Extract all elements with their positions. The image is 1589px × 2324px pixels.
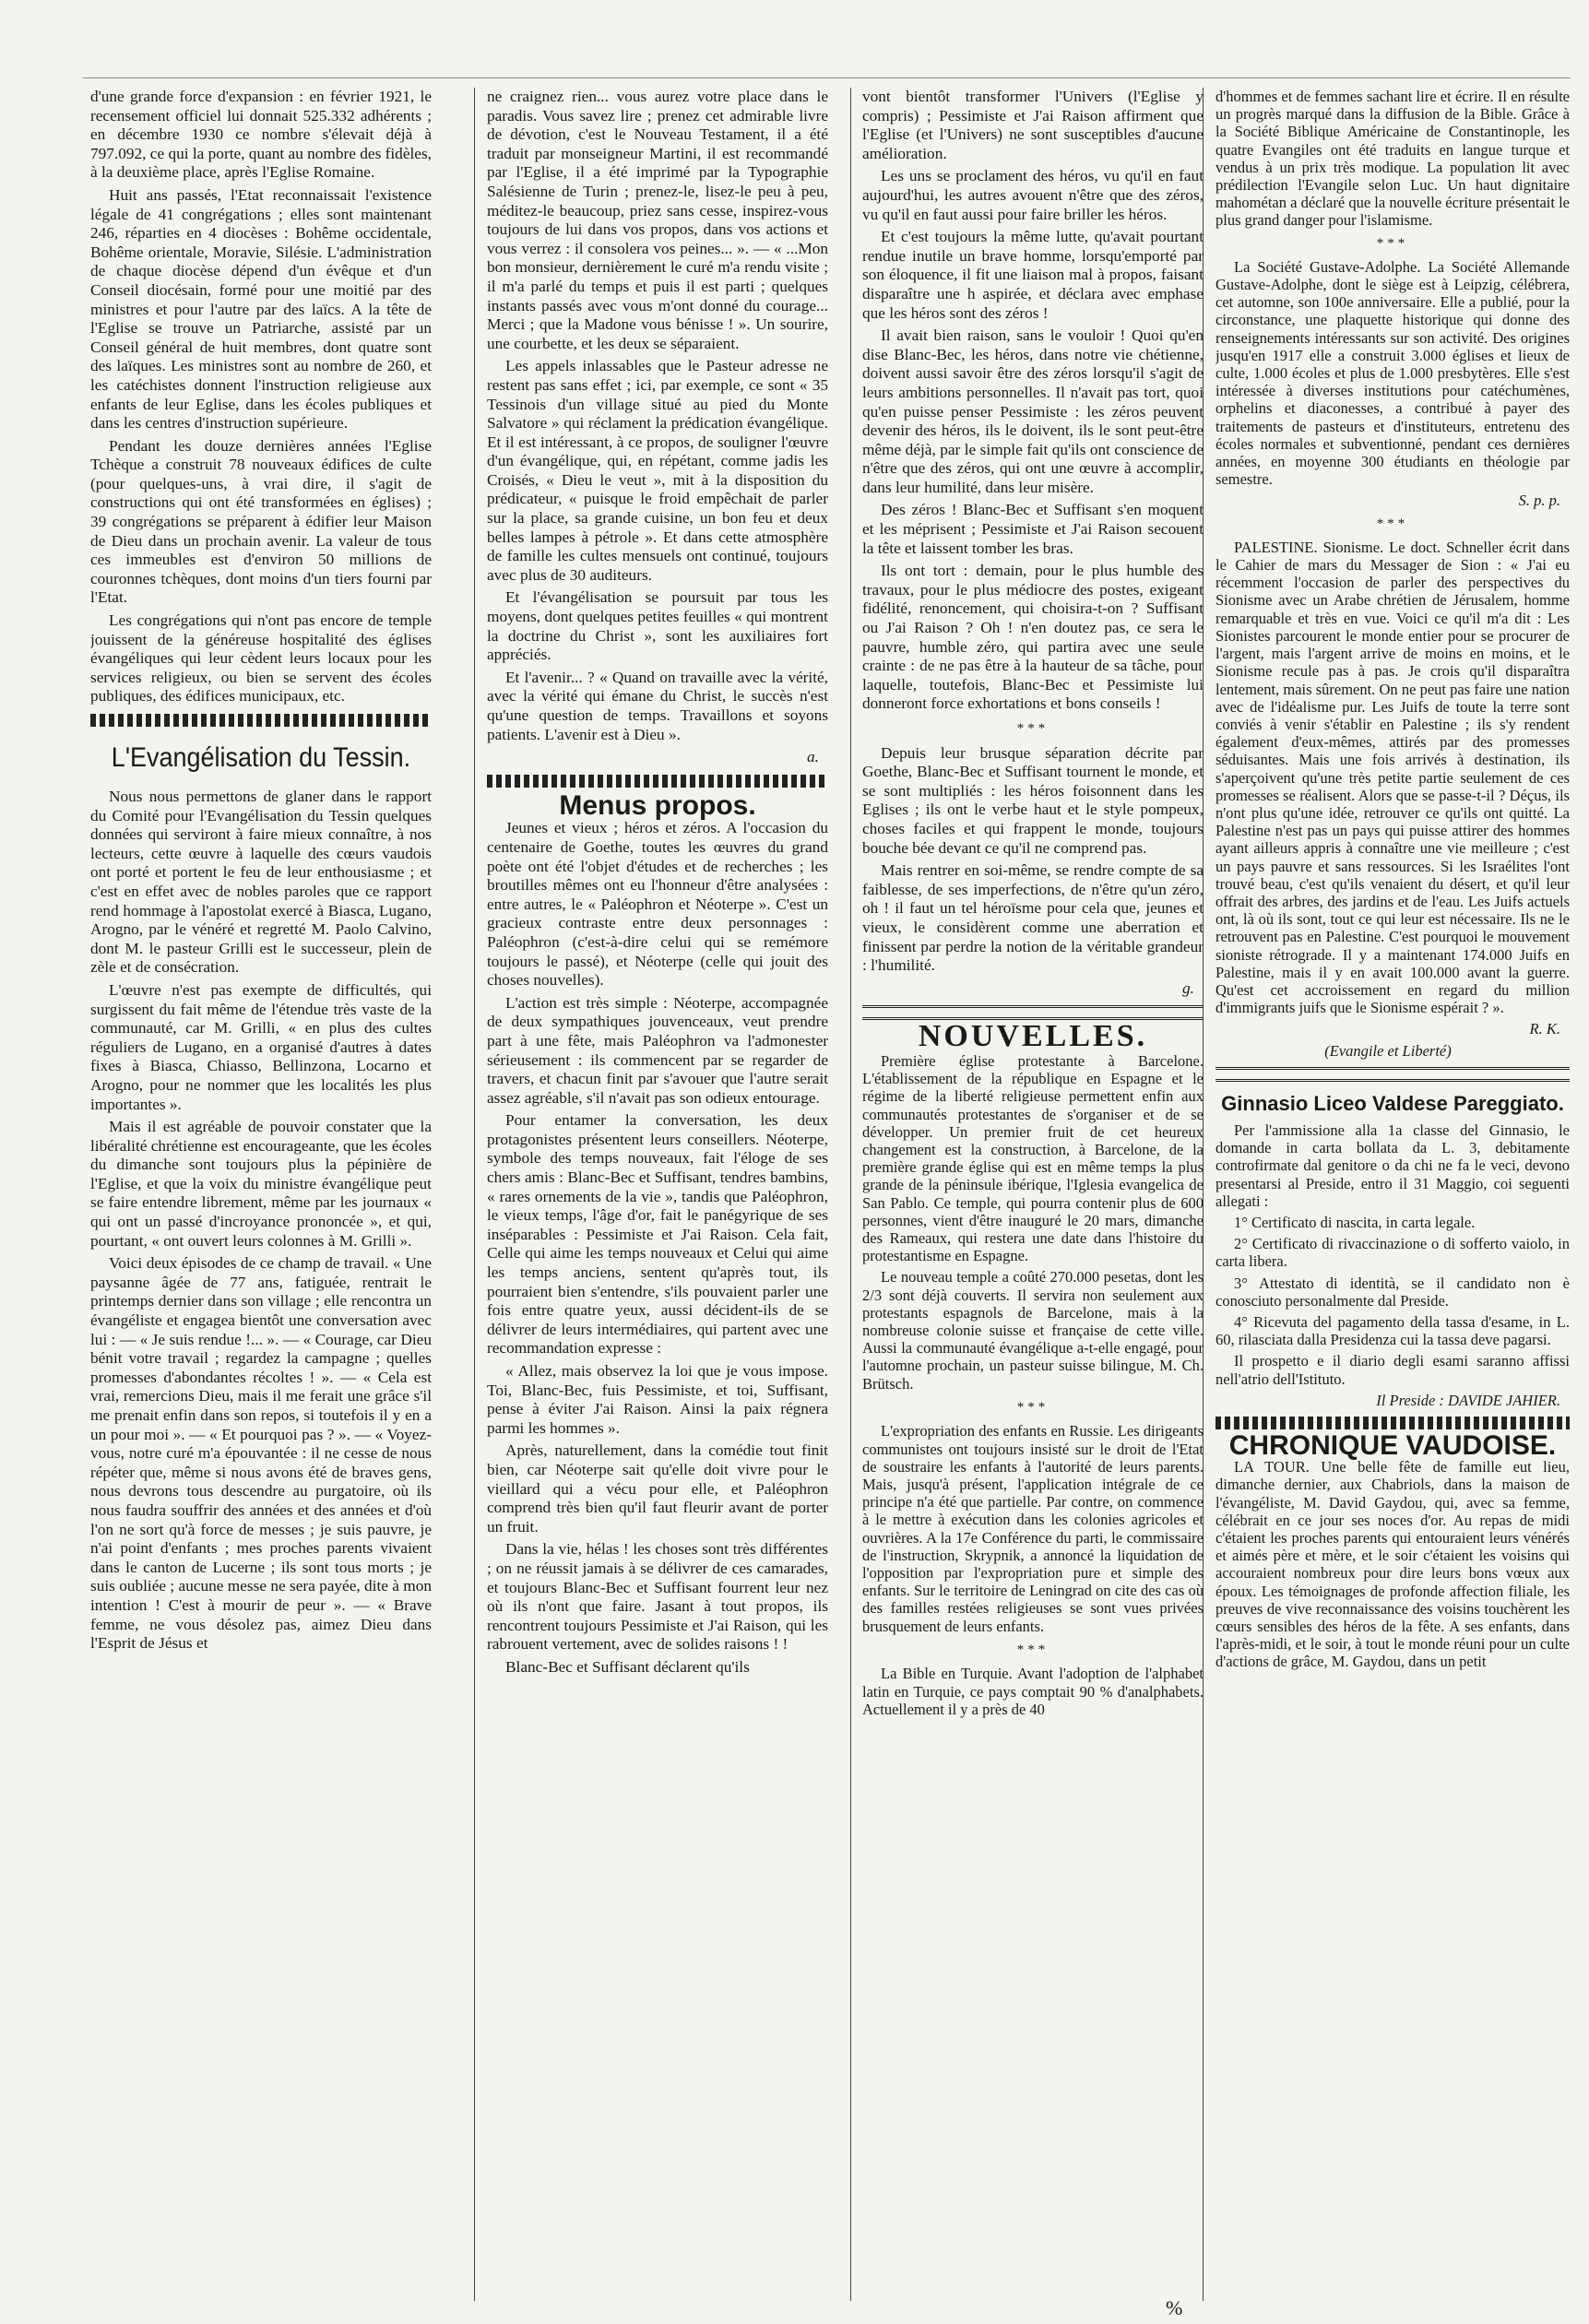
percent-sign: % xyxy=(1166,2296,1183,2319)
column-1 xyxy=(90,88,432,2301)
top-rule xyxy=(83,77,1571,78)
paragraph: L'action est très simple : Néoterpe, accompagnée de deux sympathiques jouvenceaux, veut prendre part à une fête, mais Paléophron va l'admonester sérieusement : ils commencent par se regarder de travers, et chacun finit par s'avouer que l'autre serait assez agréable, s'il n'avait pas son odieux entourage. xyxy=(487,993,828,1107)
column-2 xyxy=(487,88,828,2301)
list-item: 2° Certificato di rivaccinazione o di sofferto vaiolo, in carta libera. xyxy=(1215,1235,1570,1271)
ornament-divider xyxy=(90,714,432,727)
paragraph: « Allez, mais observez la loi que je vous impose. Toi, Blanc-Bec, fuis Pessimiste, et toi, Suffisant, pense à éviter J'ai Raison. Ainsi la paix régnera parmi les hommes ». xyxy=(487,1362,828,1437)
paragraph: Première église protestante à Barcelone. L'établissement de la république en Espagne et le régime de la liberté religieuse permettent enfin aux communautés protestantes de s'organiser et de se développer. Un premier fruit de cet heureux changement est la construction, à Barcelone, de la première grande église qui est en même temps la plus grande de la péninsule ibérique, l'Iglesia evangelica de San Pablo. Ce temple, qui pourra contenir plus de 600 personnes, vient d'être inauguré le 20 mars, dimanche des Rameaux, qui restera une date dans l'histoire du protestantisme en Espagne. xyxy=(862,1051,1204,1265)
list-item: 4° Ricevuta del pagamento della tassa d'esame, in L. 60, rilasciata dalla Presidenza cui la tassa deve pagarsi. xyxy=(1215,1313,1570,1349)
paragraph: Mais il est agréable de pouvoir constater que la libéralité chrétienne est encourageante, que les écoles du dimanche sont toujours plus la pépinière de l'Eglise, et que la voix du ministre évangélique peut se faire entendre librement, même par les journaux « qui ont un passé d'incroyance prononcée », et qui, pourtant, « ont ouvert leurs colonnes à M. Grilli ». xyxy=(90,1118,432,1250)
source-credit: (Evangile et Liberté) xyxy=(1324,1041,1452,1060)
signature: a. xyxy=(807,748,819,766)
column-3 xyxy=(862,88,1204,2301)
paragraph: Les uns se proclament des héros, vu qu'il en faut aujourd'hui, les autres avouent n'être que des zéros, vu qu'il en faut aussi pour faire briller les héros. xyxy=(862,167,1204,223)
section-stars: *** xyxy=(1016,721,1049,736)
paragraph: d'hommes et de femmes sachant lire et écrire. Il en résulte un progrès marqué dans la diffusion de la Bible. Grâce à la Société Biblique Américaine de Constantinople, les quatre Evangiles ont été traduits en langue turque et vendus à un prix très modique. La population lit avec prédilection l'Evangile selon Luc. Un haut dignitaire mahométan a déclaré que la nouvelle écriture présentait le plus grand danger pour l'islamisme. xyxy=(1215,88,1570,230)
paragraph: Les congrégations qui n'ont pas encore de temple jouissent de la généreuse hospitalité des églises évangéliques qui leur cèdent leurs locaux pour les services religieux, ou bien se servent des écoles publiques, des édifices municipaux, etc. xyxy=(90,611,432,706)
column-divider xyxy=(850,88,851,2301)
paragraph: Dans la vie, hélas ! les choses sont très différentes ; on ne réussit jamais à se délivrer de ces camarades, et toujours Blanc-Bec et Suffisant fourrent leur nez où ils n'ont que faire. Jasant à tout propos, ils rencontrent toujours Pessimiste et J'ai Raison, qui les rabrouent vertement, avec de solides raisons ! ! xyxy=(487,1540,828,1654)
paragraph: Pendant les douze dernières années l'Eglise Tchèque a construit 78 nouveaux édifices de culte (pour quelques-uns, à vrai dire, il s'agit de constructions qui ont été transformées en églises) ; 39 congrégations se préparent à édifier leur Maison de Dieu dans un prochain avenir. La valeur de tous ces immeubles est d'environ 50 millions de couronnes tchèques, dont moins d'un tiers fourni par l'Etat. xyxy=(90,436,432,607)
paragraph: Les appels inlassables que le Pasteur adresse ne restent pas sans effet ; ici, par exemple, ce sont « 35 Tessinois d'un village situé au pied du Monte Salvatore » qui réclament la prédication évangélique. Et il est intéressant, à ce propos, de souligner l'œuvre d'un évangélique, qui, en répétant, comme jadis les Croisés, « Dieu le veut », mit à la disposition du prédicateur, « puisque le froid empêchait de parler sur la place, sa grande cuisine, un bon feu et deux belles lampes à pétrole ». Et dans cette atmosphère de famille les cultes mensuels ont continué, toujours avec plus de 30 auditeurs. xyxy=(487,357,828,584)
paragraph: d'une grande force d'expansion : en février 1921, le recensement officiel lui donnait 525.332 adhérents ; en décembre 1930 ce nombre s'élevait déjà à 797.092, ce qui la porte, quant au nombre des fidèles, à la deuxième place, après l'Eglise Romaine. xyxy=(90,88,432,182)
paragraph: PALESTINE. Sionisme. Le doct. Schneller écrit dans le Cahier de mars du Messager de Sion : « J'ai eu récemment l'occasion de parler des perspectives du Sionisme avec un Arabe chrétien de Jérusalem, homme remarquable et très en vue. Voici ce qu'il m'a dit : Les Sionistes parcourent le monde entier pour se procurer de l'argent, mais l'argent arrive de moins en moins, et le Sionisme recule pas à pas. Je crois qu'il disparaîtra lentement, mais sûrement. On ne peut pas faire une nation avec de l'idéalisme pur. Les Juifs de toute la terre sont conviés à venir s'établir en Palestine ; ils s'y rendent également d'eux-mêmes, attirés par des promesses séduisantes. Mais une fois arrivés à destination, ils s'aperçoivent qu'une très petite partie seulement de ces promesses se réalisent. Alors que se passe-t-il ? Déçus, ils n'ont plus qu'une idée, retrouver ce qu'ils ont quitté. La Palestine n'est pas un pays qui puisse attirer des hommes ayant ailleurs appris à connaître une vie meilleure ; c'est un pays pauvre et sans ressources. Si les Israélites l'ont trouvé beau, c'est qu'ils venaient du désert, et qu'il leur offrait des arbres, des jardins et de l'eau. Les Juifs actuels ont, là où ils sont, tout ce qui leur est nécessaire. Ils ne le retrouvent pas en Palestine. C'est pourquoi le mouvement sioniste rétrograde. Il y a maintenant 174.000 Juifs en Palestine, mais il y en avait 100.000 avant la guerre. Qu'est cet accroissement en regard du million d'immigrants juifs que le Sionisme espérait ? ». xyxy=(1215,538,1570,1017)
paragraph: La Bible en Turquie. Avant l'adoption de l'alphabet latin en Turquie, ce pays comptait 90 % d'analphabets. Actuellement il y a près de 40 xyxy=(862,1665,1204,1718)
paragraph: Blanc-Bec et Suffisant déclarent qu'ils xyxy=(505,1657,750,1676)
paragraph: Depuis leur brusque séparation décrite par Goethe, Blanc-Bec et Suffisant tournent le monde, et se sont multipliés : les héros foisonnent dans les Eglises ; ils ont le verbe haut et le style pompeux, choses faciles et qui frappent le monde, toujours bouche bée devant ce qu'il ne comprend pas. xyxy=(862,743,1204,857)
paragraph: Et l'évangélisation se poursuit par tous les moyens, dont quelques petites feuilles « qui montrent la doctrine du Christ », sont les auxiliaires fort appréciés. xyxy=(487,588,828,664)
section-stars: *** xyxy=(1016,1399,1049,1415)
paragraph: Per l'ammissione alla 1a classe del Ginnasio, le domande in carta bollata da L. 3, debitamente controfirmate dal genitore o da chi ne fa le veci, devono presentarsi al Preside, entro il 31 Maggio, coi seguenti allegati : xyxy=(1215,1120,1570,1210)
paragraph: Et c'est toujours la même lutte, qu'avait pourtant rendue inutile un brave homme, lorsqu'emporté par son éloquence, il fit une liaison mal à propos, faisant disparaître une h aspirée, et déclara avec emphase que les héros sont des zéros ! xyxy=(862,228,1204,322)
paragraph: Le nouveau temple a coûté 270.000 pesetas, dont les 2/3 sont déjà couverts. Il servira non seulement aux protestants espagnols de Barcelone, mais à la nombreuse colonie suisse et française de cette ville. Aussi la communauté évangélique a-t-elle engagé, pour l'automne prochain, un pasteur suisse bilingue, M. Ch. Brütsch. xyxy=(862,1268,1204,1393)
list-item: 3° Attestato di identità, se il candidato non è conosciuto personalmente dal Preside. xyxy=(1215,1274,1570,1310)
paragraph: vont bientôt transformer l'Univers (l'Eglise y compris) ; Pessimiste et J'ai Raison affirment que l'Eglise (et l'Univers) ne sont susceptibles d'aucune amélioration. xyxy=(862,88,1204,162)
paragraph: Il avait bien raison, sans le vouloir ! Quoi qu'en dise Blanc-Bec, les héros, dans notre vie chétienne, doivent aussi savoir être des zéros lorsqu'il s'agit de leurs ambitions personnelles. Il n'avait pas tort, quoi qu'en puisse penser Pessimiste : les zéros peuvent devenir des héros, ils le doivent, ils le sont peut-être même déjà, par le simple fait qu'ils ont conscience de n'être que des zéros, qui ont une œuvre à accomplir, dans leur humilité, dans leur misère. xyxy=(862,326,1204,496)
paragraph: Huit ans passés, l'Etat reconnaissait l'existence légale de 41 congrégations ; elles sont maintenant 246, réparties en 4 diocèses : Bohême occidentale, Bohême orientale, Moravie, Silésie. L'administration de chaque diocèse dépend d'un évêque et d'un Conseil diocésain, formé pour une moitié par des ministres et pour l'autre par des laïcs. A la tête de l'Eglise se trouve un Patriarche, assisté par un Conseil général de huit membres, dont quatre sont des laïques. Les ministres sont au nombre de 260, et les catéchistes donnent l'instruction religieuse aux enfants de leur Eglise, dans les écoles publiques et dans les centres d'instruction supérieure. xyxy=(90,185,432,433)
paragraph: L'expropriation des enfants en Russie. Les dirigeants communistes ont toujours insisté sur le droit de l'Etat de soustraire les enfants à l'autorité de leurs parents. Mais, jusqu'à présent, l'application intégrale de ce principe n'a été que partielle. Par contre, on commence à le mettre à exécution dans les colonies agricoles et ouvrières. A la 17e Conférence du parti, le commissaire de l'instruction, Skrypnik, a annoncé la liquidation de l'opposition par l'expropriation pure et simple des enfants. Sur le territoire de Leningrad on cite des cas où des familles restées religieuses se sont vues privées brusquement de leurs enfants. xyxy=(862,1422,1204,1635)
ornament-divider xyxy=(1215,1067,1570,1082)
article-heading: Ginnasio Liceo Valdese Pareggiato. xyxy=(1221,1091,1564,1115)
paragraph: Nous nous permettons de glaner dans le rapport du Comité pour l'Evangélisation du Tessin quelques données qui serviront à faire mieux connaître, à nos lecteurs, cette œuvre à laquelle des cœurs vaudois ont porté et portent le feu de leur enthousiasme ; et c'est en effet avec de nobles paroles que ce rapport rend hommage à l'apostolat exercé à Biasca, Lugano, Arogno, par le vénéré et regretté M. Paolo Calvino, dont M. le pasteur Grilli est le successeur, plein de zèle et de consécration. xyxy=(90,788,432,977)
ornament-divider xyxy=(487,775,828,788)
column-4 xyxy=(1215,88,1570,2301)
paragraph: Jeunes et vieux ; héros et zéros. A l'occasion du centenaire de Goethe, toutes les œuvres du grand poète ont été l'objet d'études et de recherches ; les broutilles mêmes ont eu l'honneur d'être analysées : entre autres, le « Paléophron et Néoterpe ». C'est un gracieux contraste entre deux personnages : Paléophron (c'est-à-dire celui qui se remémore toujours le passé), et Néoterpe (celle qui jouit des choses nouvelles). xyxy=(487,819,828,990)
signature: R. K. xyxy=(1529,1020,1560,1038)
section-stars: *** xyxy=(1376,235,1409,251)
paragraph: Mais rentrer en soi-même, se rendre compte de sa faiblesse, de ses imperfections, de n'être qu'un zéro, oh ! il faut un tel héroïsme pour cela que, jeunes et vieux, le considèrent comme une aberration et finissent par perdre la notion de la véritable grandeur : l'humilité. xyxy=(862,861,1204,975)
paragraph: Il prospetto e il diario degli esami saranno affissi nell'atrio dell'Istituto. xyxy=(1215,1352,1570,1388)
signature: g. xyxy=(1182,978,1194,997)
article-heading: Menus propos. xyxy=(559,789,756,821)
ornament-divider xyxy=(862,1005,1204,1020)
signature: S. p. p. xyxy=(1518,492,1560,510)
section-stars: *** xyxy=(1016,1642,1049,1657)
paragraph: Voici deux épisodes de ce champ de travail. « Une paysanne âgée de 77 ans, fatiguée, rentrait le printemps dernier dans son village ; elle rencontra un évangéliste et engagea bientôt une conversation avec lui : — « Je suis rendue !... ». — « Courage, car Dieu bénit votre travail ; regardez la campagne ; quelles promesses d'abondantes récoltes ! ». — « Cela est vrai, remercions Dieu, mais il me ferait une grâce s'il me prenait enfin dans son repos, si toutefois il y en a un pour moi ». — « Et pourquoi pas ? ». — « Voyez-vous, notre curé m'a épouvantée : il ne cesse de nous répéter que, même si nous avons été de braves gens, nous devrons tous descendre au purgatoire, où ils nous faudra souffrir des années et des années et d'où l'on ne sort qu'à force de messes ; je suis pauvre, je n'ai point d'enfants ; mes proches parents vivaient dans le canton de Lucerne ; ils sont tous morts ; je suis oubliée ; aucune messe ne sera payée, dite à mon intention ! C'est à mourir de peur ». — « Brave femme, ne vous désolez pas, aimez Dieu dans l'Esprit de Jésus et xyxy=(90,1254,432,1653)
paragraph: Et l'avenir... ? « Quand on travaille avec la vérité, avec la vérité qui émane du Christ, le succès n'est qu'une question de temps. Travaillons et soyons patients. L'avenir est à Dieu ». xyxy=(487,668,828,743)
article-heading: L'Evangélisation du Tessin. xyxy=(111,742,411,773)
paragraph: ne craignez rien... vous aurez votre place dans le paradis. Vous savez lire ; prenez cet admirable livre de dévotion, c'est le Nouveau Testament, il a été traduit par monseigneur Martini, il est recommandé par l'Eglise, il a été imprimé par la Typographie Salésienne de Turin ; prenez-le, lisez-le peu à peu, méditez-le beaucoup, priez sans cesse, inspirez-vous toujours de lui dans vos propos, dans vos actions et vous verrez : il consolera vos peines... ». — « ...Mon bon monsieur, dernièrement le curé m'a rendu visite ; il m'a parlé du temps et puis il est parti ; quelques instants passés avec vous m'ont donné du courage... Merci ; que la Madone vous bénisse ! ». Un sourire, une courbette, et les deux se séparaient. xyxy=(487,88,828,352)
list-item: 1° Certificato di nascita, in carta legale. xyxy=(1234,1213,1476,1231)
article-heading: CHRONIQUE VAUDOISE. xyxy=(1228,1430,1557,1462)
paragraph: Après, naturellement, dans la comédie tout finit bien, car Néoterpe sait qu'elle doit vivre pour le vieillard qui a vécu pour elle, et Paléophron comprend très bien qu'il faut fleurir avant de porter un fruit. xyxy=(487,1441,828,1536)
paragraph: L'œuvre n'est pas exempte de difficultés, qui surgissent du fait même de l'étendue très vaste de la communauté, car M. Grilli, « en plus des cultes réguliers de Lugano, en a organisé d'autres à dates fixes à Biasca, Chiasso, Bellinzona, Locarno et Arogno, pour ne nommer que les localités les plus importantes ». xyxy=(90,980,432,1113)
section-stars: *** xyxy=(1376,516,1409,531)
ornament-divider xyxy=(1215,1417,1570,1429)
paragraph: Des zéros ! Blanc-Bec et Suffisant s'en moquent et les méprisent ; Pessimiste et J'ai Raison secouent la tête et laissent tomber les bras. xyxy=(862,501,1204,557)
paragraph: Pour entamer la conversation, les deux protagonistes présentent leurs conseillers. Néoterpe, symbole des temps nouveaux, fait l'éloge de ses chers amis : Blanc-Bec et Suffisant, tendres bambins, « rares ornements de la vie », tandis que Paléophron, le vieux temps, l'âge d'or, fait le panégyrique de ses inséparables : Pessimiste et J'ai Raison. Cela fait, Celle qui aime les temps nouveaux et Celui qui aime les temps anciens, sentent qu'après tout, ils pourraient bien s'entendre, s'ils pouvaient parler une fois entre quatre yeux, aussi décident-ils de se délivrer de leurs intermédiaires, qui partent avec une recommandation expresse : xyxy=(487,1111,828,1358)
paragraph: LA TOUR. Une belle fête de famille eut lieu, dimanche dernier, aux Chabriols, dans la maison de l'évangéliste, M. David Gaydou, qui, avec sa femme, célébrait en ce jour ses noces d'or. Au repas de midi c'étaient les proches parents qui entouraient leurs vénérés et aimés père et mère, et le soir c'étaient les voisins qui accouraient nombreux pour dire leurs bons vœux aux époux. Les témoignages de profonde affection filiale, les preuves de vive reconnaissance des voisins touchèrent les cœurs sensibles des héros de la fête. A ses enfants, dans l'après-midi, et le soir, à tout le monde réuni pour un culte d'actions de grâce, M. Gaydou, dans un petit xyxy=(1215,1458,1570,1671)
paragraph: La Société Gustave-Adolphe. La Société Allemande Gustave-Adolphe, dont le siège est à Leipzig, célébrera, cet automne, son 100e anniversaire. Elle a publié, pour la circonstance, une plaquette historique qui donne des renseignements intéressants sur son activité. Des origines jusqu'en 1917 elle a construit 3.000 églises et lieux de culte, 1.000 écoles et plus de 1.000 presbytères. Elle s'est intéressée à diverses institutions pour catéchumènes, orphelins et diaconesses, a contribué à payer des traitements de pasteurs et d'instituteurs, entretenu des écoles normales et subventionné, pendant ces dernières années, en moyenne 300 étudiants en théologie par semestre. xyxy=(1215,257,1570,489)
article-heading: NOUVELLES. xyxy=(918,1019,1148,1054)
paragraph: Ils ont tort : demain, pour le plus humble des travaux, pour le plus médiocre des postes, exigeant fidélité, renoncement, qui choisira-t-on ? Suffisant ou J'ai Raison ? Oh ! n'en doutez pas, ce sera le pauvre, humble zéro, qui partira avec une seule crainte : de ne pas être à la hauteur de sa tâche, pour laquelle, toutefois, Blanc-Bec et Pessimiste lui donneront force exhortations et bons conseils ! xyxy=(862,562,1204,713)
column-divider xyxy=(474,88,475,2301)
signature: Il Preside : DAVIDE JAHIER. xyxy=(1376,1391,1560,1409)
